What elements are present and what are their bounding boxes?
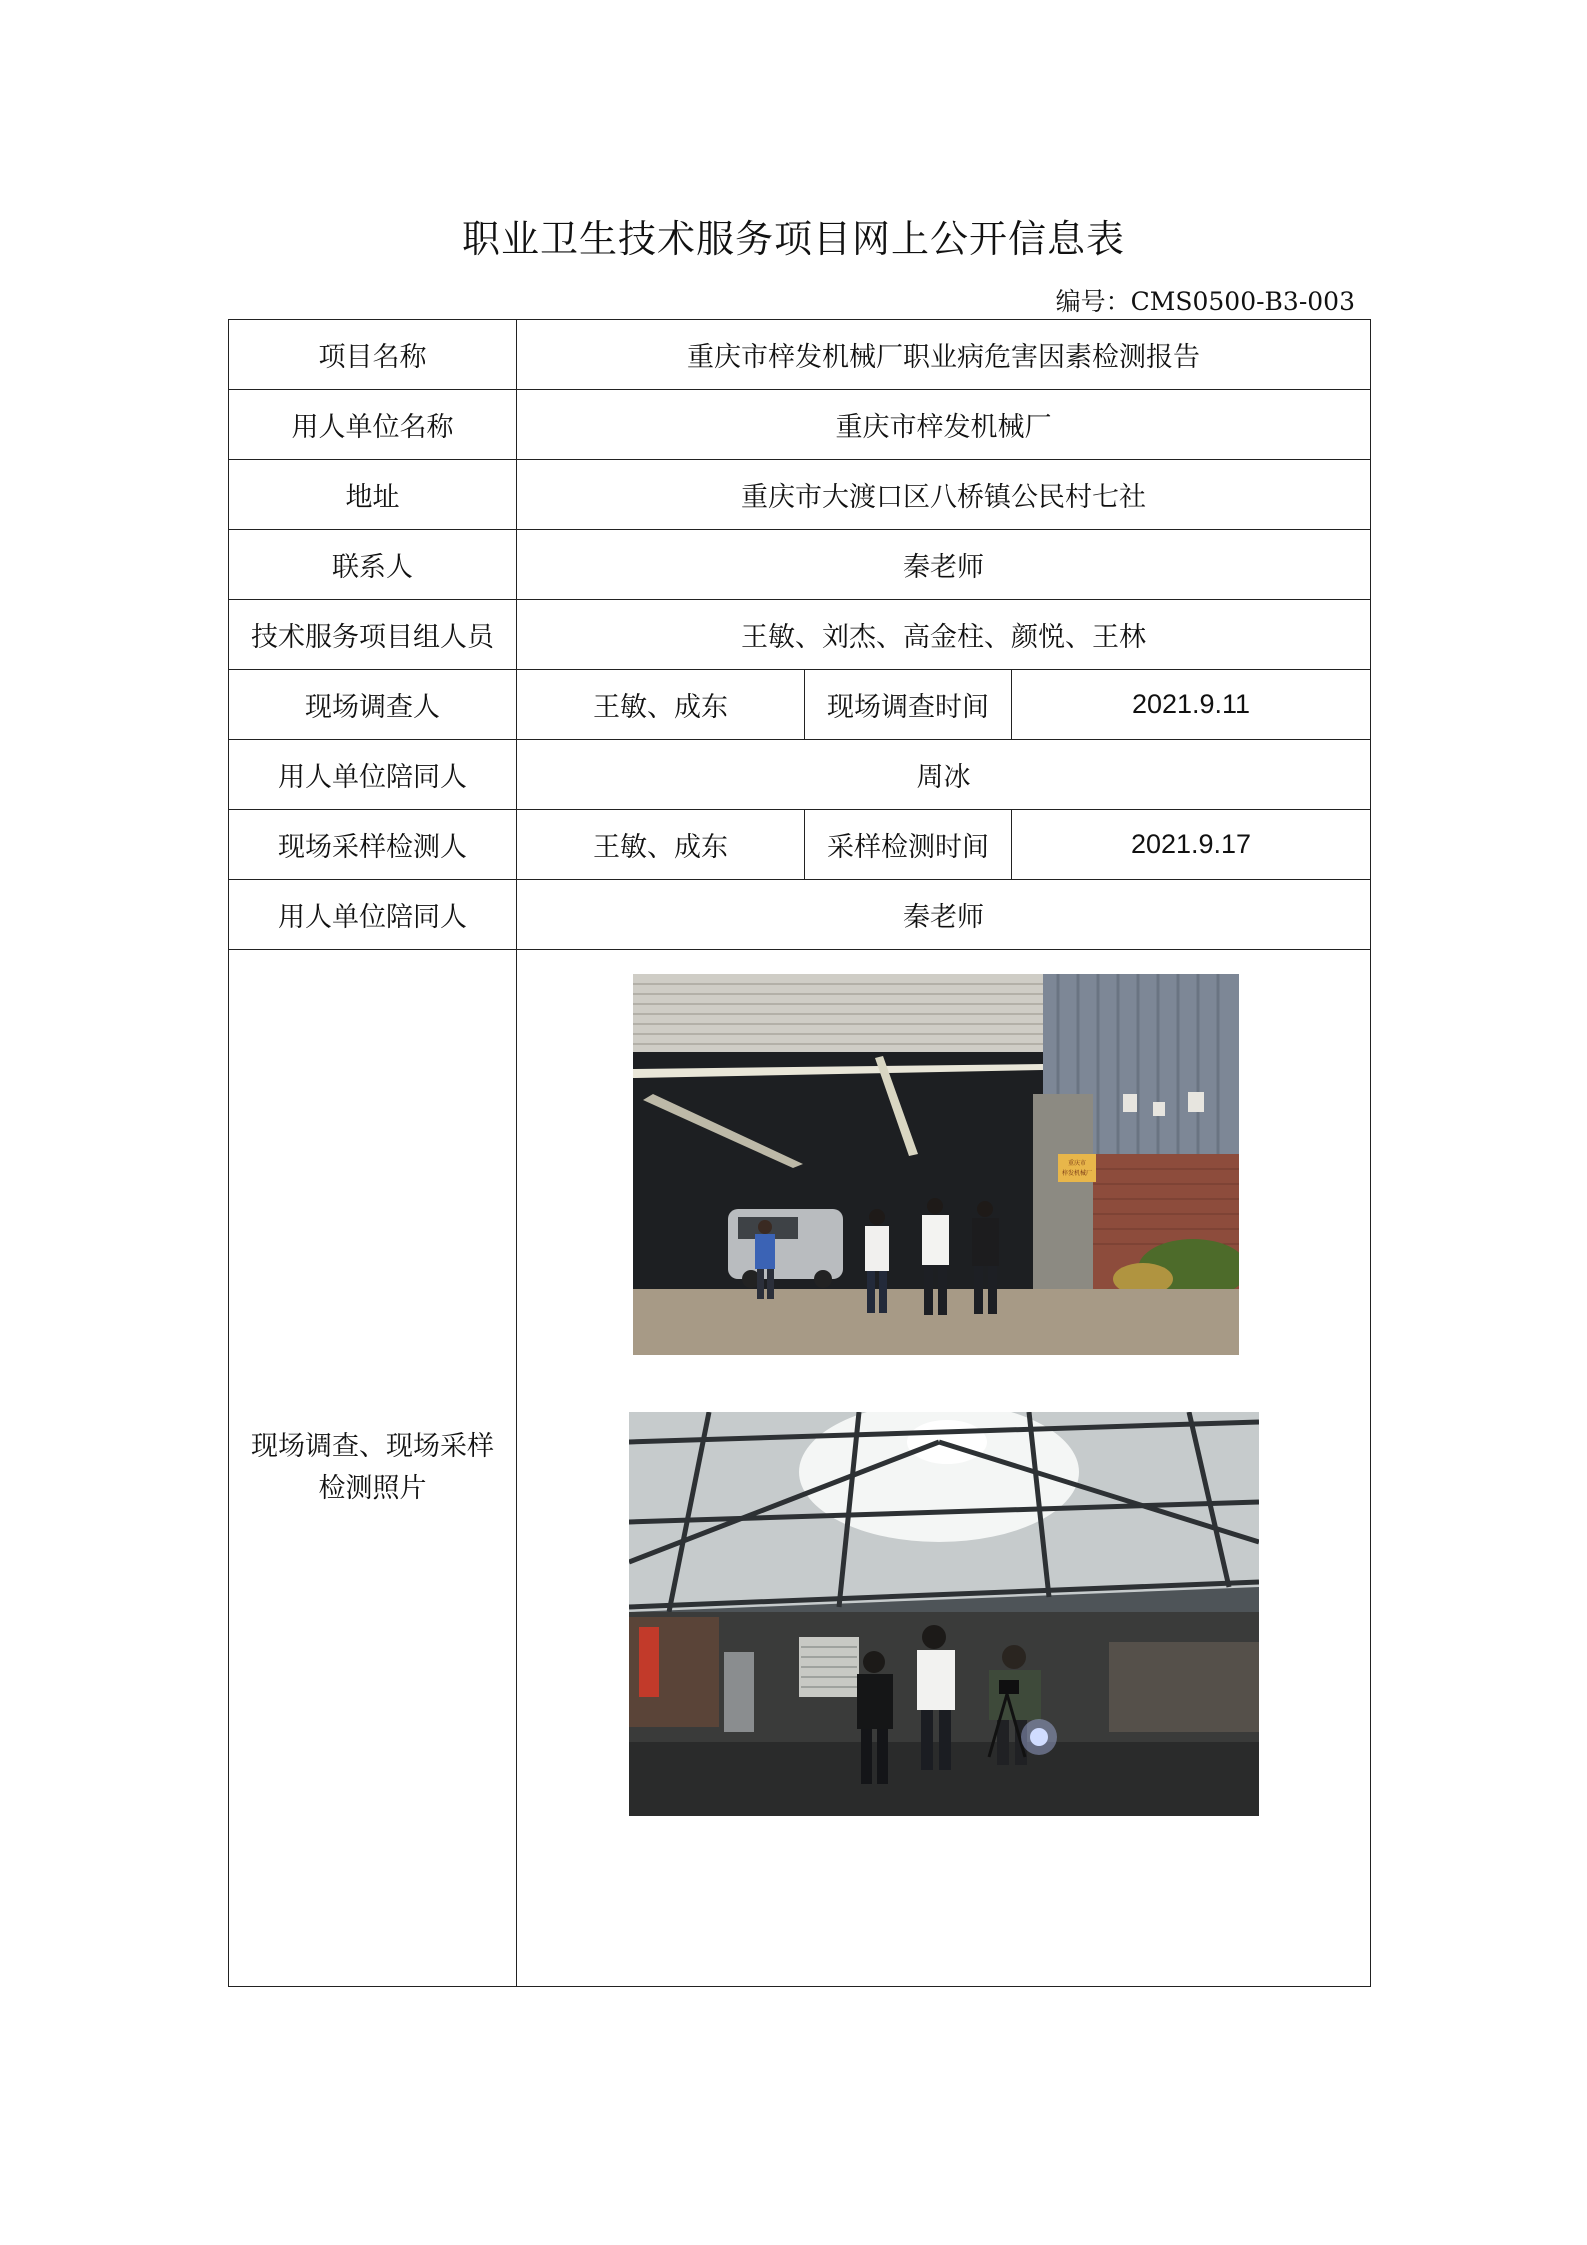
row-employer-name <box>229 390 1371 460</box>
project-name-value: 重庆市梓发机械厂职业病危害因素检测报告 <box>517 320 1371 390</box>
row-survey <box>229 670 1371 740</box>
row-survey-escort <box>229 740 1371 810</box>
photos-label <box>229 950 517 1987</box>
sampling-time-label: 采样检测时间 <box>805 810 1012 880</box>
sampling-value: 王敏、成东 <box>517 810 805 880</box>
row-sampling <box>229 810 1371 880</box>
address-value: 重庆市大渡口区八桥镇公民村七社 <box>517 460 1371 530</box>
survey-value: 王敏、成东 <box>517 670 805 740</box>
page-title: 职业卫生技术服务项目网上公开信息表 <box>461 217 1125 261</box>
sampling-time-value: 2021.9.17 <box>1012 810 1371 880</box>
survey-time-label: 现场调查时间 <box>805 670 1012 740</box>
survey-escort-value: 周冰 <box>517 740 1371 810</box>
project-name-label: 项目名称 <box>229 320 517 390</box>
contact-value: 秦老师 <box>517 530 1371 600</box>
row-address <box>229 460 1371 530</box>
employer-name-value: 重庆市梓发机械厂 <box>517 390 1371 460</box>
survey-escort-label: 用人单位陪同人 <box>229 740 517 810</box>
row-project-name <box>229 320 1371 390</box>
employer-name-label: 用人单位名称 <box>229 390 517 460</box>
survey-label: 现场调查人 <box>229 670 517 740</box>
team-value: 王敏、刘杰、高金柱、颜悦、王林 <box>517 600 1371 670</box>
sign-line2: 梓发机械厂 <box>1061 1170 1093 1177</box>
sampling-label: 现场采样检测人 <box>229 810 517 880</box>
row-team <box>229 600 1371 670</box>
sampling-escort-value: 秦老师 <box>517 880 1371 950</box>
sampling-escort-label: 用人单位陪同人 <box>229 880 517 950</box>
survey-time-value: 2021.9.11 <box>1012 670 1371 740</box>
photos-label-line1: 现场调查、现场采样 <box>251 1431 494 1462</box>
team-label: 技术服务项目组人员 <box>229 600 517 670</box>
photos-cell <box>517 950 1371 1987</box>
row-contact <box>229 530 1371 600</box>
row-photos <box>229 950 1371 1987</box>
info-table <box>228 319 1371 1987</box>
document-number: 编号：CMS0500-B3-003 <box>1055 287 1355 316</box>
address-label: 地址 <box>229 460 517 530</box>
contact-label: 联系人 <box>229 530 517 600</box>
sampling-photo <box>629 1412 1259 1816</box>
site-survey-photo <box>633 974 1239 1355</box>
row-sampling-escort <box>229 880 1371 950</box>
sign-line1: 重庆市 <box>1067 1160 1087 1167</box>
photos-label-line2: 检测照片 <box>318 1473 427 1504</box>
